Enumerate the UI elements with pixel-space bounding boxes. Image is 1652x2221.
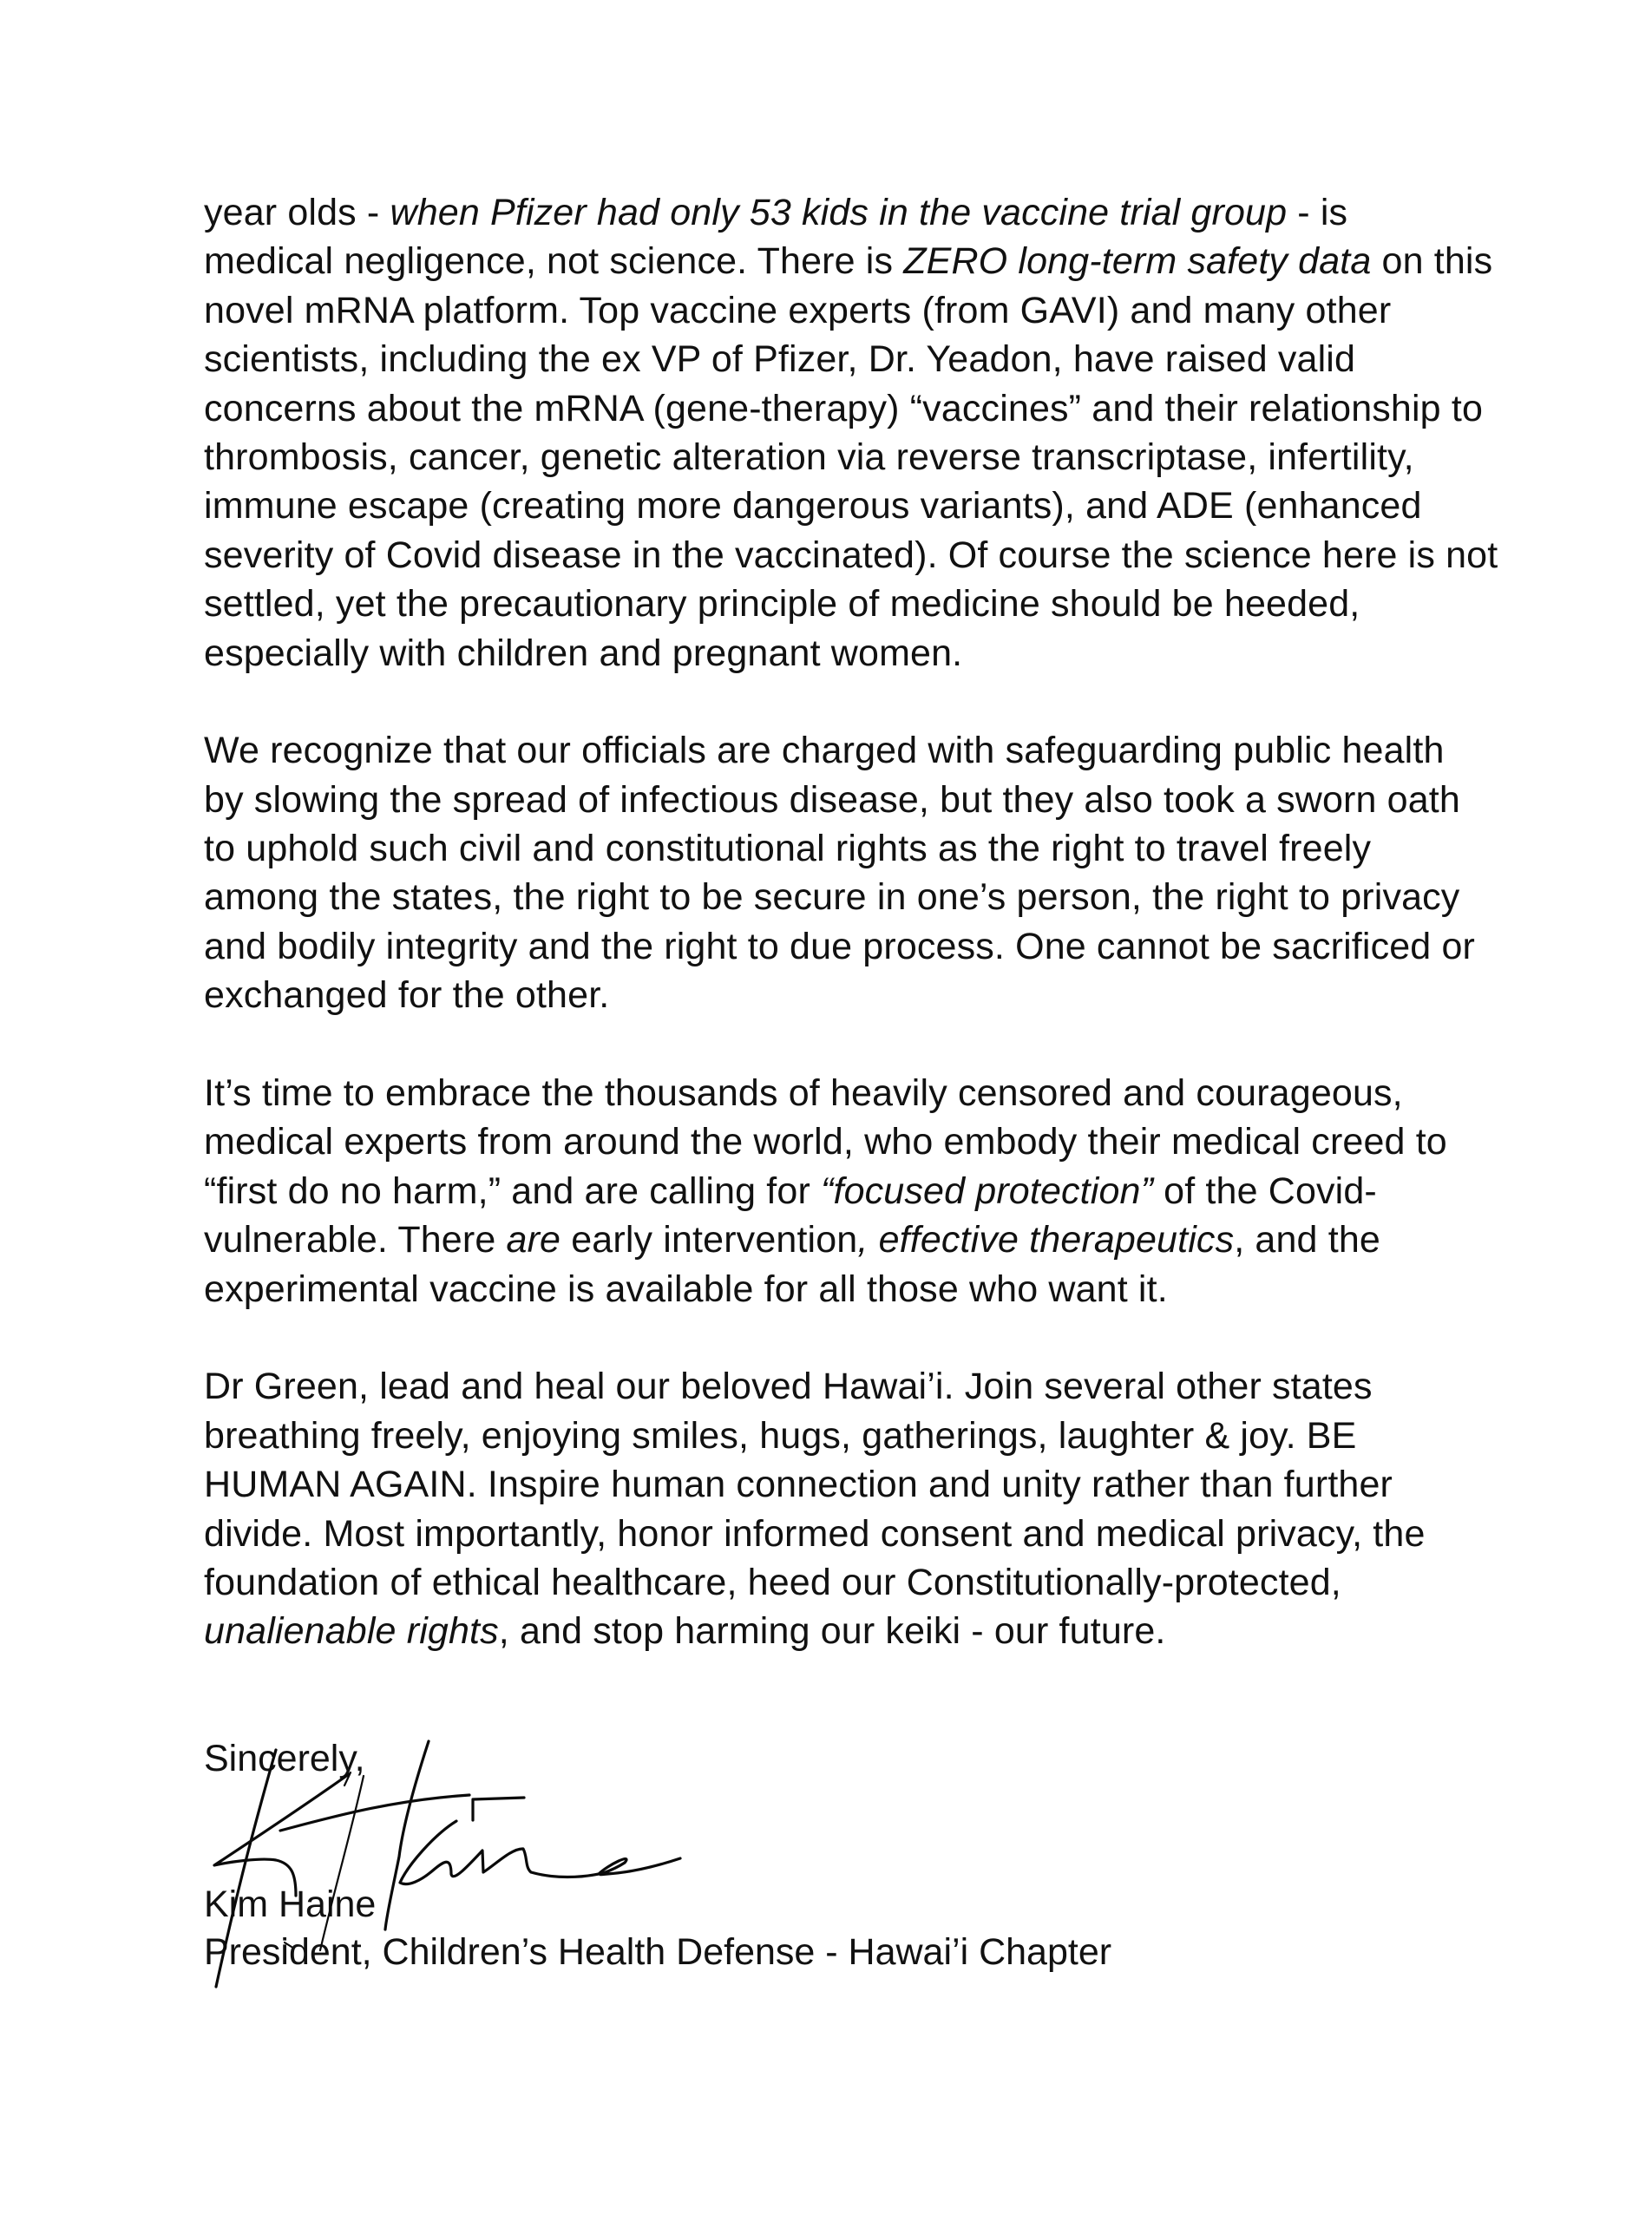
- paragraph-1: [204, 188, 1557, 678]
- text: immune escape (creating more dangerous variants), and ADE (enhanced: [204, 485, 1422, 527]
- text: , and stop harming our keiki - our future.: [498, 1610, 1166, 1653]
- text-line: [204, 1460, 1557, 1509]
- text: and bodily integrity and the right to due process. One cannot be sacrificed or: [204, 925, 1476, 967]
- text-line: [204, 971, 1557, 1019]
- text-line: [204, 384, 1557, 433]
- text: foundation of ethical healthcare, heed our Constitutionally-protected,: [204, 1561, 1341, 1603]
- signer-name: Kim Haine: [204, 1884, 377, 1925]
- text: early intervention: [560, 1219, 858, 1261]
- text: on this: [1371, 240, 1493, 283]
- text: especially with children and pregnant women.: [204, 632, 963, 674]
- text: We recognize that our officials are charged with safeguarding public health: [204, 730, 1445, 772]
- italic-text: are: [506, 1219, 561, 1261]
- text-line: [204, 1362, 1557, 1411]
- text-line: [204, 188, 1557, 237]
- text-line: [204, 873, 1557, 921]
- text-line: [204, 1167, 1557, 1215]
- text: severity of Covid disease in the vaccinated). Of course the science here is not: [204, 534, 1498, 576]
- italic-text: unalienable rights: [204, 1610, 499, 1653]
- text: among the states, the right to be secure in one’s person, the right to privacy: [204, 876, 1460, 919]
- text-line: [204, 1215, 1557, 1264]
- text: vulnerable. There: [204, 1219, 507, 1261]
- text: settled, yet the precautionary principle of medicine should be heeded,: [204, 583, 1360, 626]
- text: “first do no harm,” and are calling for: [204, 1169, 822, 1212]
- text: thrombosis, cancer, genetic alteration via reverse transcriptase, infertility,: [204, 436, 1414, 478]
- italic-text: when Pfizer had only 53 kids in the vaccine trial group: [390, 192, 1288, 233]
- text-line: [204, 726, 1557, 775]
- italic-text: ZERO long-term safety data: [903, 240, 1372, 283]
- text: concerns about the mRNA (gene-therapy) “vaccines” and their relationship to: [204, 387, 1484, 429]
- text-line: [204, 482, 1557, 530]
- text-line: [204, 531, 1557, 580]
- text: breathing freely, enjoying smiles, hugs, gatherings, laughter & joy. BE: [204, 1414, 1357, 1457]
- closing-salutation: Sincerely,: [204, 1738, 365, 1779]
- paragraph-2: [204, 726, 1557, 1019]
- text-line: [204, 1558, 1557, 1607]
- text: , and the: [1234, 1219, 1380, 1261]
- text-line: [204, 1265, 1557, 1314]
- text-line: [204, 1069, 1557, 1117]
- text: - is: [1287, 192, 1348, 233]
- italic-text: , effective therapeutics: [857, 1219, 1235, 1261]
- text-line: [204, 580, 1557, 628]
- text-line: [204, 1510, 1557, 1558]
- text: to uphold such civil and constitutional rights as the right to travel freely: [204, 828, 1372, 870]
- text: of the Covid-: [1153, 1169, 1377, 1212]
- italic-text: “focused protection”: [821, 1169, 1154, 1212]
- text: by slowing the spread of infectious disease, but they also took a sworn oath: [204, 778, 1460, 821]
- text-line: [204, 433, 1557, 482]
- text: exchanged for the other.: [204, 974, 610, 1017]
- text: medical negligence, not science. There is: [204, 240, 904, 283]
- text: novel mRNA platform. Top vaccine experts (from GAVI) and many other: [204, 289, 1392, 331]
- text: It’s time to embrace the thousands of heavily censored and courageous,: [204, 1072, 1403, 1115]
- text: year olds -: [204, 192, 390, 233]
- text-line: [204, 824, 1557, 873]
- text-line: [204, 335, 1557, 383]
- text: Dr Green, lead and heal our beloved Hawai’i. Join several other states: [204, 1366, 1373, 1408]
- letter-body: [204, 188, 1557, 1705]
- text: scientists, including the ex VP of Pfizer, Dr. Yeadon, have raised valid: [204, 338, 1356, 381]
- paragraph-3: [204, 1069, 1557, 1314]
- signer-title: President, Children’s Health Defense - Hawai’i Chapter: [204, 1931, 1112, 1973]
- text: medical experts from around the world, who embody their medical creed to: [204, 1121, 1447, 1163]
- text-line: [204, 286, 1557, 335]
- text-line: [204, 1412, 1557, 1460]
- text-line: [204, 1607, 1557, 1655]
- text: divide. Most importantly, honor informed consent and medical privacy, the: [204, 1512, 1426, 1555]
- text: HUMAN AGAIN. Inspire human connection and unity rather than further: [204, 1464, 1393, 1506]
- text-line: [204, 237, 1557, 285]
- text-line: [204, 922, 1557, 971]
- paragraph-4: [204, 1362, 1557, 1655]
- text-line: [204, 1117, 1557, 1166]
- text: experimental vaccine is available for all those who want it.: [204, 1268, 1168, 1310]
- text-line: [204, 629, 1557, 678]
- text-line: [204, 776, 1557, 824]
